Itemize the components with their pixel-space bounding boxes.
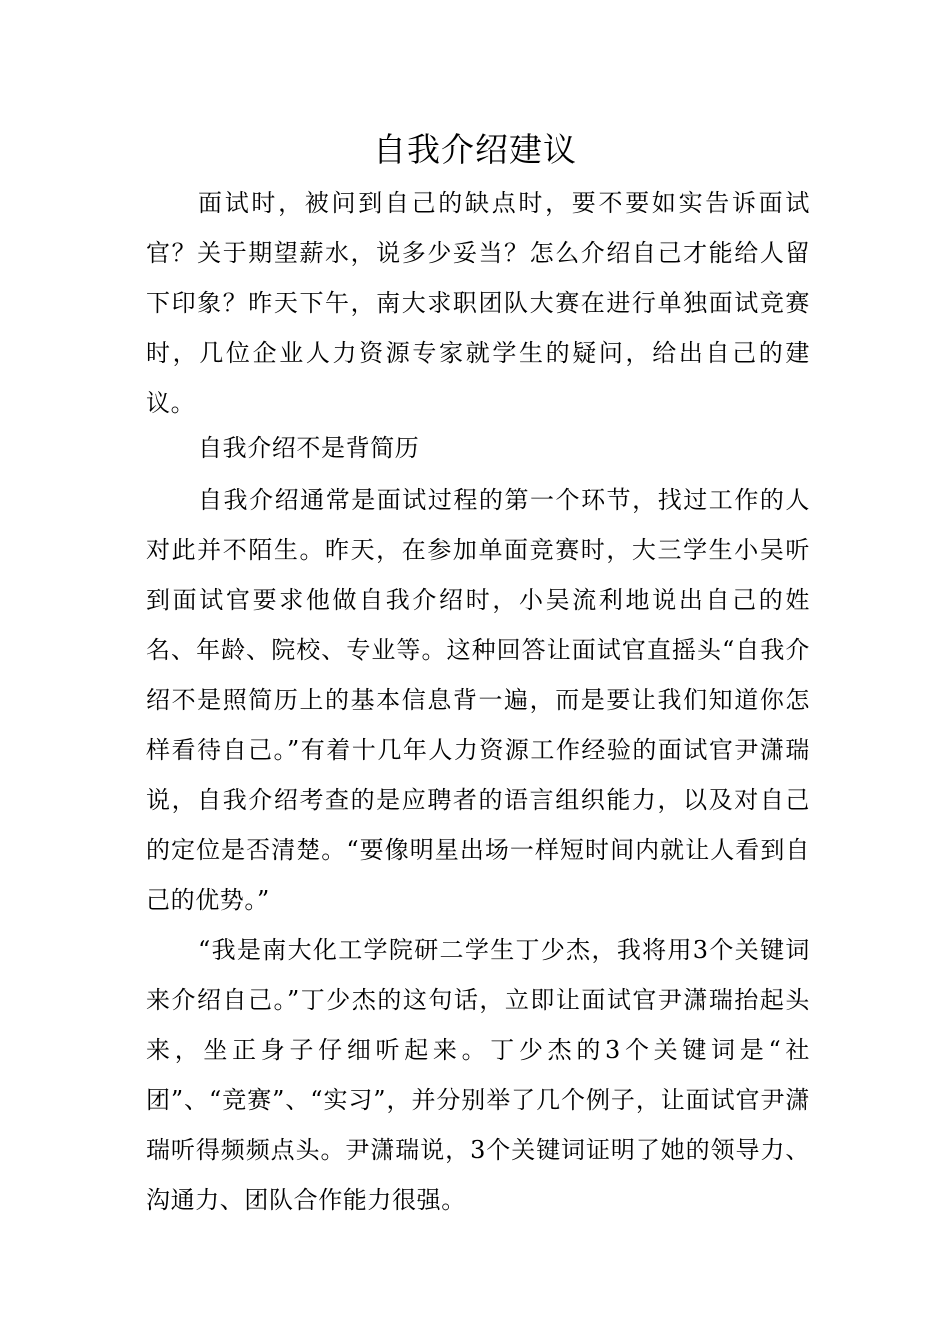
paragraph-self-intro: 自我介绍通常是面试过程的第一个环节，找过工作的人对此并不陌生。昨天，在参加单面竞赛时，大三学生小吴听到面试官要求他做自我介绍时，小吴流利地说出自己的姓名、年龄、院校、专业等。这种回答让面试官直摇头“自我介绍不是照简历上的基本信息背一遍，而是要让我们知道你怎样看待自己。”有着十几年人力资源工作经验的面试官尹潇瑞说，自我介绍考查的是应聘者的语言组织能力，以及对自己的定位是否清楚。“要像明星出场一样短时间内就让人看到自己的优势。” — [146, 486, 810, 914]
section-heading: 自我介绍不是背简历 — [198, 434, 420, 462]
paragraph-intro: 面试时，被问到自己的缺点时，要不要如实告诉面试官？关于期望薪水，说多少妥当？怎么介绍自己才能给人留下印象？昨天下午，南大求职团队大赛在进行单独面试竞赛时，几位企业人力资源专家就学生的疑问，给出自己的建议。 — [146, 189, 810, 417]
document-title: 自我介绍建议 — [373, 130, 577, 169]
paragraph-keywords: “我是南大化工学院研二学生丁少杰，我将用3个关键词来介绍自己。”丁少杰的这句话，立即让面试官尹潇瑞抬起头来，坐正身子仔细听起来。丁少杰的3个关键词是“社团”、“竞赛”、“实习”，并分别举了几个例子，让面试官尹潇瑞听得频频点头。尹潇瑞说，3个关键词证明了她的领导力、沟通力、团队合作能力很强。 — [146, 936, 810, 1214]
